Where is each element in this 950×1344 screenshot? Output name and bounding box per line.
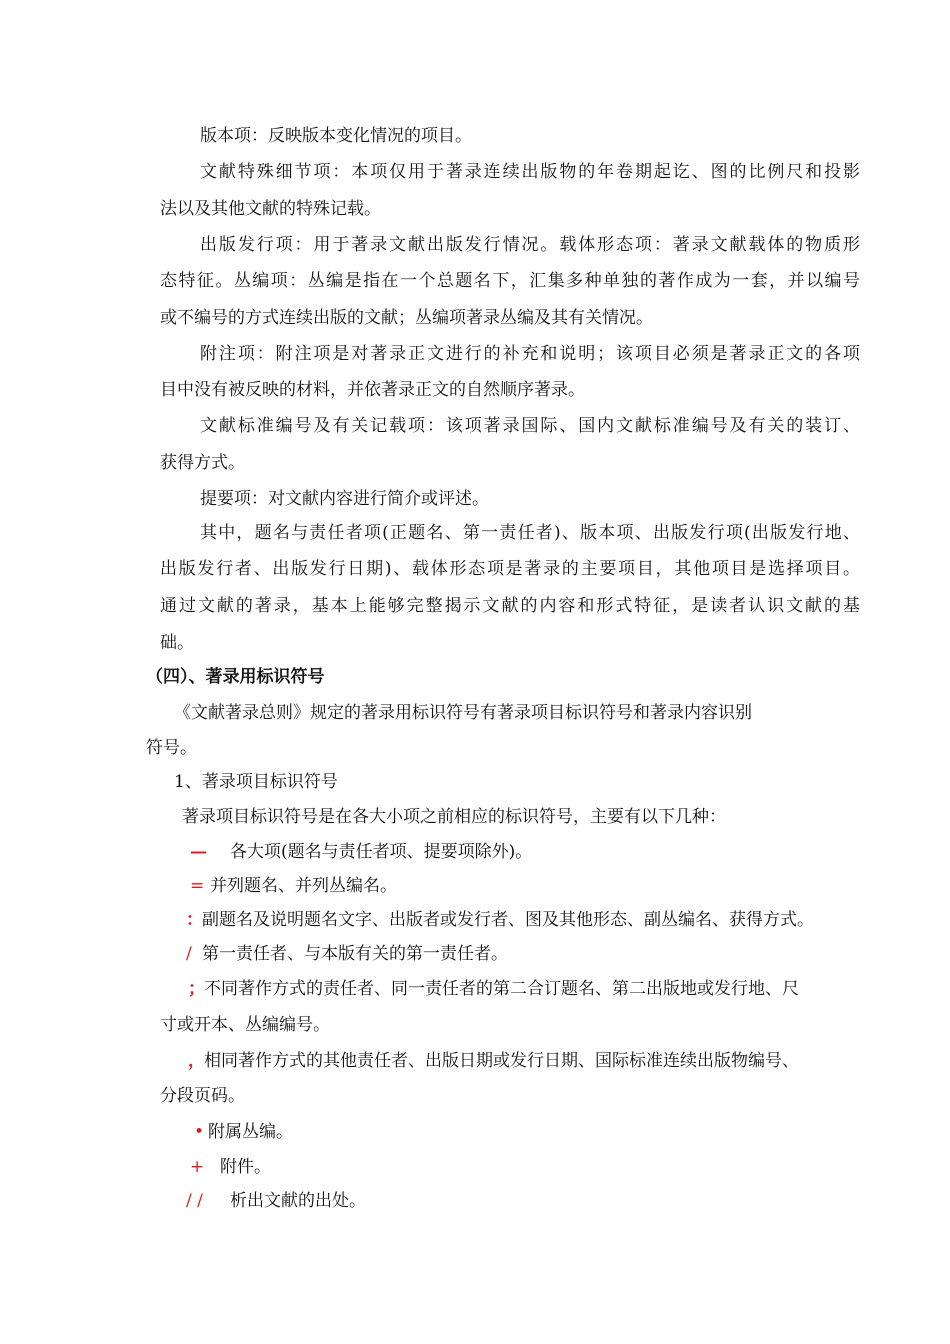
symbol-item-plus [190, 1155, 271, 1179]
symbol-plus: + [190, 1157, 205, 1177]
paragraph-edition: 版本项：反映版本变化情况的项目。 [200, 126, 472, 146]
symbol-semicolon-text: 不同著作方式的责任者、同一责任者的第二合订题名、第二出版地或发行地、尺 [204, 979, 799, 999]
symbol-dot: • [194, 1122, 205, 1142]
symbol-item-comma [188, 1049, 799, 1073]
paragraph-main-line2: 出版发行者、出版发行日期)、载体形态项是著录的主要项目，其他项目是选择项目。 [160, 559, 860, 579]
symbol-comma-continuation: 分段页码。 [160, 1086, 245, 1106]
symbol-semicolon-continuation: 寸或开本、丛编编号。 [160, 1015, 330, 1035]
symbol-comma: ， [188, 1051, 205, 1071]
symbol-double-slash-text: 析出文献的出处。 [230, 1191, 366, 1211]
symbol-dot-text: 附属丛编。 [208, 1122, 293, 1142]
paragraph-abstract: 提要项：对文献内容进行简介或评述。 [200, 489, 489, 509]
symbol-item-semicolon [188, 977, 799, 1001]
symbol-item-equals [190, 874, 397, 898]
paragraph-std-line1: 文献标准编号及有关记载项：该项著录国际、国内文献标准编号及有关的装订、 [200, 416, 860, 436]
paragraph-special-line2: 法以及其他文献的特殊记载。 [160, 199, 381, 219]
symbol-item-slash [186, 942, 508, 966]
symbol-dash: — [190, 842, 207, 862]
paragraph-main-line3: 通过文献的著录，基本上能够完整揭示文献的内容和形式特征，是读者认识文献的基 [160, 596, 860, 616]
paragraph-notes-line2: 目中没有被反映的材料，并依著录正文的自然顺序著录。 [160, 380, 585, 400]
section-heading: （四）、著录用标识符号 [146, 667, 325, 687]
symbol-dash-text: 各大项(题名与责任者项、提要项除外)。 [230, 842, 533, 862]
paragraph-publish-line2: 态特征。丛编项：丛编是指在一个总题名下，汇集多种单独的著作成为一套，并以编号 [160, 271, 860, 291]
symbol-double-slash: / / [186, 1191, 203, 1211]
symbol-slash: / [186, 944, 192, 964]
section-intro-line2: 符号。 [146, 738, 197, 758]
symbol-item-colon [186, 908, 814, 932]
symbol-item-double-slash [186, 1189, 366, 1213]
paragraph-publish-line3: 或不编号的方式连续出版的文献；丛编项著录丛编及其有关情况。 [160, 308, 653, 328]
symbol-colon-text: 副题名及说明题名文字、出版者或发行者、图及其他形态、副丛编名、获得方式。 [202, 910, 814, 930]
symbol-equals: = [190, 876, 205, 896]
symbol-slash-text: 第一责任者、与本版有关的第一责任者。 [202, 944, 508, 964]
paragraph-special-line1: 文献特殊细节项：本项仅用于著录连续出版物的年卷期起讫、图的比例尺和投影 [200, 162, 860, 182]
paragraph-std-line2: 获得方式。 [160, 453, 245, 473]
paragraph-main-line4: 础。 [160, 633, 194, 653]
sub-heading: 1、著录项目标识符号 [174, 772, 338, 792]
paragraph-publish-line1: 出版发行项：用于著录文献出版发行情况。载体形态项：著录文献载体的物质形 [200, 235, 860, 255]
sub-intro: 著录项目标识符号是在各大小项之前相应的标识符号，主要有以下几种： [182, 807, 726, 827]
paragraph-main-line1: 其中，题名与责任者项(正题名、第一责任者)、版本项、出版发行项(出版发行地、 [200, 523, 860, 543]
section-intro-line1: 《文献著录总则》规定的著录用标识符号有著录项目标识符号和著录内容识别 [174, 703, 752, 723]
symbol-plus-text: 附件。 [220, 1157, 271, 1177]
symbol-colon: ： [186, 910, 203, 930]
symbol-item-dash [190, 840, 532, 864]
symbol-equals-text: 并列题名、并列丛编名。 [210, 876, 397, 896]
paragraph-notes-line1: 附注项：附注项是对著录正文进行的补充和说明；该项目必须是著录正文的各项 [200, 344, 860, 364]
symbol-item-dot [194, 1120, 293, 1144]
symbol-comma-text: 相同著作方式的其他责任者、出版日期或发行日期、国际标准连续出版物编号、 [204, 1051, 799, 1071]
symbol-semicolon: ； [188, 979, 205, 999]
